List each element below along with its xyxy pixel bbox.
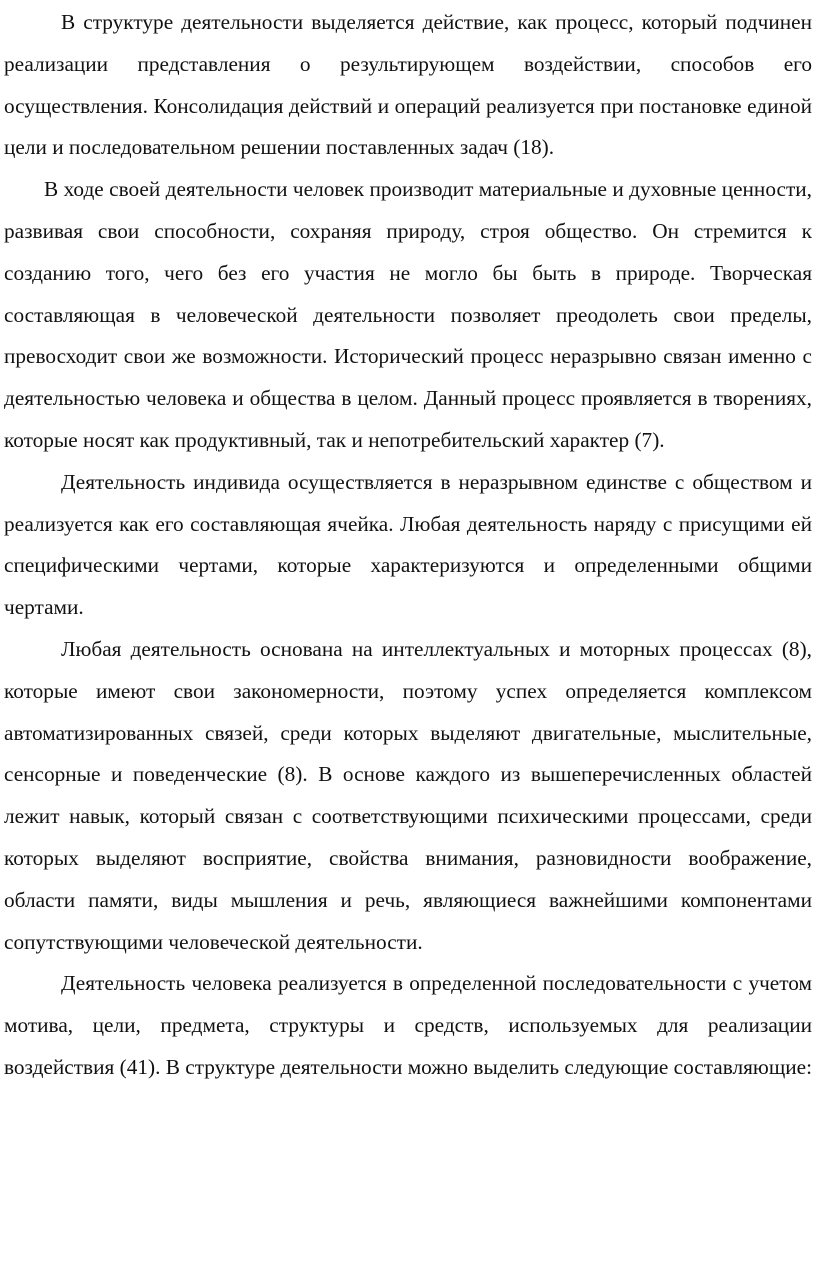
paragraph-5: Деятельность человека реализуется в определенной последовательности с учетом мотива, цели, предмета, структуры и средств, используемых для реализации воздействия (41). В структуре деятельности можно выделить следующие составляющие: [4, 971, 813, 1079]
paragraph-1: В структуре деятельности выделяется действие, как процесс, который подчинен реализации представления о результирующем воздействии, способов его осуществления. Консолидация действий и операций реализуется при постановке единой цели и последовательном решении поставленных задач (18). [4, 10, 812, 160]
paragraph-4: Любая деятельность основана на интеллектуальных и моторных процессах (8), которые имеют свои закономерности, поэтому успех определяется комплексом автоматизированных связей, среди которых выделяют двигательные, мыслительные, сенсорные и поведенческие (8). В основе каждого из вышеперечисленных областей лежит навык, который связан с соответствующими психическими процессами, среди которых выделяют восприятие, свойства внимания, разновидности воображение, области памяти, виды мышления и речь, являющиеся важнейшими компонентами сопутствующими человеческой деятельности. [4, 636, 812, 954]
paragraph-3: Деятельность индивида осуществляется в неразрывном единстве с обществом и реализуется как его составляющая ячейка. Любая деятельность наряду с присущими ей специфическими чертами, которые характеризуются и определенными общими чертами. [4, 469, 812, 620]
paragraph-2: В ходе своей деятельности человек производит материальные и духовные ценности, развивая свои способности, сохраняя природу, строя общество. Он стремится к созданию того, чего без его участия не могло бы быть в природе. Творческая составляющая в человеческой деятельности позволяет преодолеть свои пределы, превосходит свои же возможности. Исторический процесс неразрывно связан именно с деятельностью человека и общества в целом. Данный процесс проявляется в творениях, которые носят как продуктивный, так и непотребительский характер (7). [4, 177, 812, 452]
